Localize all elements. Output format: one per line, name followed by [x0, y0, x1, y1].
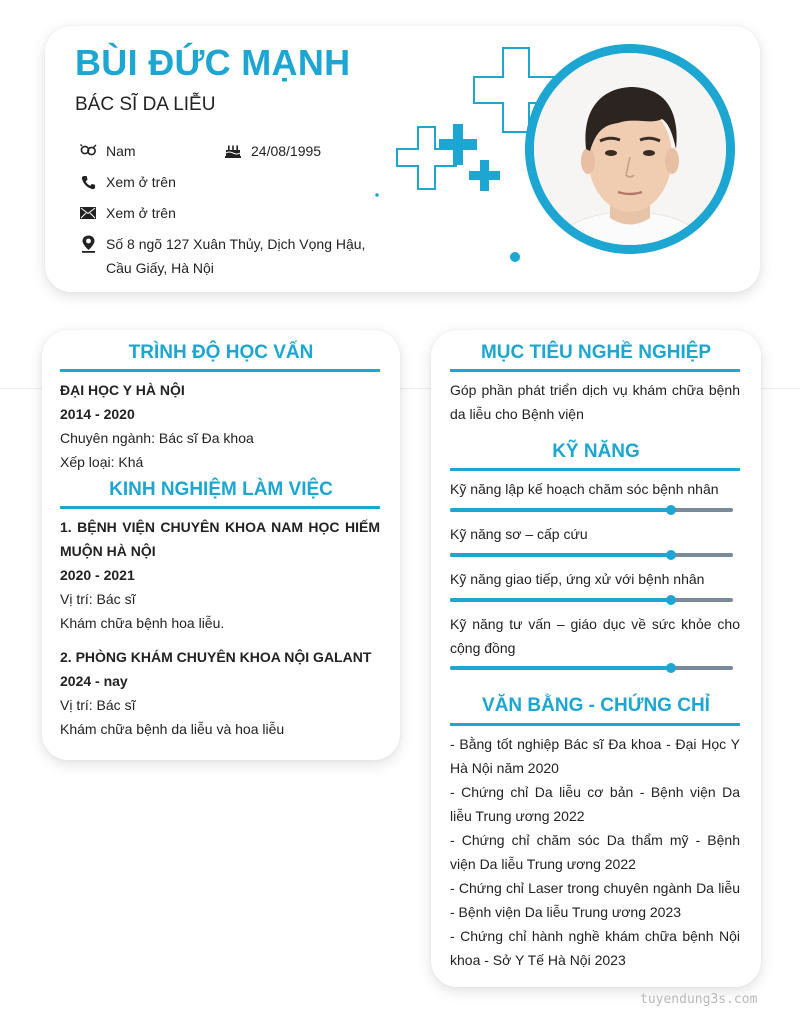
certificate-item: - Bằng tốt nghiệp Bác sĩ Đa khoa - Đại Học Y Hà Nội năm 2020 — [450, 736, 740, 776]
birthday-cake-icon — [224, 142, 242, 160]
phone-value: Xem ở trên — [106, 174, 176, 190]
candidate-role: BÁC SĨ DA LIỄU — [75, 94, 216, 115]
certificate-item: - Chứng chỉ chăm sóc Da thẩm mỹ - Bệnh viện Da liễu Trung ương 2022 — [450, 832, 740, 872]
divider — [400, 388, 431, 389]
profile-header-card — [45, 26, 760, 292]
skill-level-knob — [666, 595, 676, 605]
avatar-photo-icon — [534, 53, 726, 245]
skill-level-fill — [450, 598, 671, 602]
gender-icon — [79, 142, 97, 160]
divider — [761, 388, 800, 389]
experience-description: Khám chữa bệnh da liễu và hoa liễu — [60, 721, 285, 737]
certificates-title: VĂN BẰNG - CHỨNG CHỈ — [482, 695, 710, 716]
skill-level-knob — [666, 550, 676, 560]
education-title: TRÌNH ĐỘ HỌC VẤN — [128, 342, 314, 363]
gender-row — [79, 142, 136, 163]
birthday-row — [224, 142, 321, 163]
education-major: Chuyên ngành: Bác sĩ Đa khoa — [60, 430, 254, 446]
skill-level-bar — [450, 666, 733, 670]
phone-icon — [79, 173, 97, 191]
section-divider — [60, 369, 380, 372]
skill-level-bar — [450, 598, 733, 602]
experience-title: KINH NGHIỆM LÀM VIỆC — [109, 479, 333, 500]
section-divider — [450, 723, 740, 726]
skill-label: Kỹ năng lập kế hoạch chăm sóc bệnh nhân — [450, 481, 719, 497]
section-divider — [60, 506, 380, 509]
phone-row — [79, 173, 176, 194]
address-value: Số 8 ngõ 127 Xuân Thủy, Dịch Vọng Hậu, Cầu Giấy, Hà Nội — [106, 236, 366, 276]
skill-label: Kỹ năng sơ – cấp cứu — [450, 526, 588, 542]
avatar — [525, 44, 735, 254]
section-divider — [450, 468, 740, 471]
experience-description: Khám chữa bệnh hoa liễu. — [60, 615, 225, 631]
experience-company: 1. BỆNH VIỆN CHUYÊN KHOA NAM HỌC HIẾM MUỘN HÀ NỘI — [60, 519, 380, 559]
skills-title: KỸ NĂNG — [552, 441, 640, 462]
skill-level-fill — [450, 553, 671, 557]
skill-level-fill — [450, 666, 671, 670]
skill-level-bar — [450, 553, 733, 557]
experience-company: 2. PHÒNG KHÁM CHUYÊN KHOA NỘI GALANT — [60, 649, 372, 665]
divider — [0, 388, 42, 389]
objective-text: Góp phần phát triển dịch vụ khám chữa bệnh da liễu cho Bệnh viện — [450, 382, 740, 422]
skill-label: Kỹ năng giao tiếp, ứng xử với bệnh nhân — [450, 571, 705, 587]
gender-value: Nam — [106, 143, 136, 159]
candidate-name: BÙI ĐỨC MẠNH — [75, 42, 351, 83]
experience-position: Vị trí: Bác sĩ — [60, 697, 136, 713]
objective-skills-certificates-card — [431, 330, 761, 987]
certificate-item: - Chứng chỉ Laser trong chuyên ngành Da liễu - Bệnh viện Da liễu Trung ương 2023 — [450, 880, 740, 920]
envelope-icon — [79, 204, 97, 222]
education-period: 2014 - 2020 — [60, 406, 135, 422]
experience-period: 2024 - nay — [60, 673, 128, 689]
skill-level-bar — [450, 508, 733, 512]
objective-title: MỤC TIÊU NGHỀ NGHIỆP — [480, 342, 712, 363]
skill-level-fill — [450, 508, 671, 512]
map-pin-icon — [79, 235, 97, 253]
address-row — [79, 235, 379, 280]
education-school: ĐẠI HỌC Y HÀ NỘI — [60, 382, 185, 398]
section-divider — [450, 369, 740, 372]
certificate-item: - Chứng chỉ Da liễu cơ bản - Bệnh viện Da liễu Trung ương 2022 — [450, 784, 740, 824]
education-grade: Xếp loại: Khá — [60, 454, 144, 470]
skill-level-knob — [666, 663, 676, 673]
skill-label: Kỹ năng tư vấn – giáo dục về sức khỏe cho cộng đồng — [450, 616, 740, 656]
skill-level-knob — [666, 505, 676, 515]
email-row — [79, 204, 176, 225]
email-value: Xem ở trên — [106, 205, 176, 221]
birthday-value: 24/08/1995 — [251, 143, 322, 159]
certificate-item: - Chứng chỉ hành nghề khám chữa bệnh Nội khoa - Sở Y Tế Hà Nội 2023 — [450, 928, 740, 968]
education-experience-card — [42, 330, 400, 760]
watermark: tuyendung3s.com — [640, 992, 758, 1007]
experience-position: Vị trí: Bác sĩ — [60, 591, 136, 607]
experience-period: 2020 - 2021 — [60, 567, 135, 583]
